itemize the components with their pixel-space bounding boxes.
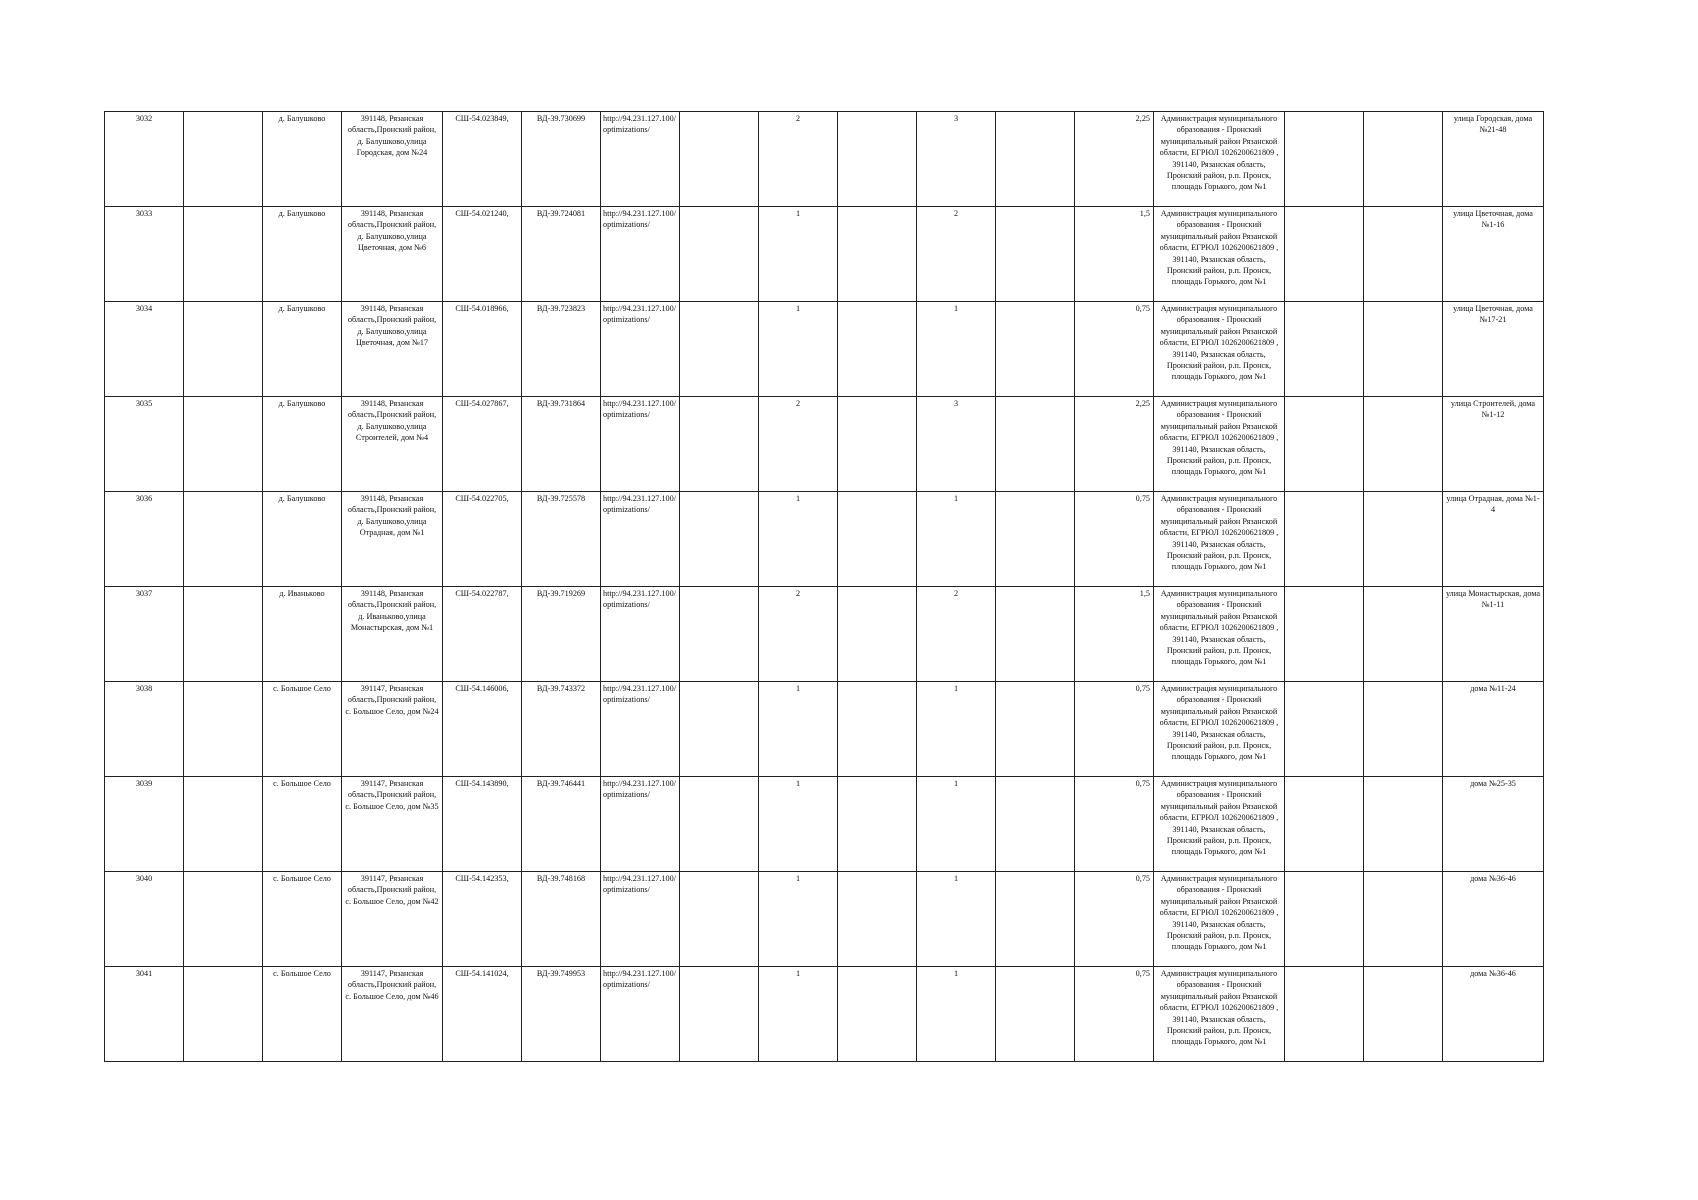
table-row — [105, 777, 1544, 872]
cell-empty-6 — [1364, 397, 1443, 492]
cell-url-link[interactable]: http://94.231.127.100/optimizations/ — [601, 397, 680, 492]
cell-container-count: 2 — [759, 397, 838, 492]
cell-address: 391148, Рязанская область,Пронский район, д. Балушково,улица Цветочная, дом №6 — [342, 207, 443, 302]
cell-settlement: с. Большое Село — [263, 682, 342, 777]
cell-address: 391148, Рязанская область,Пронский район, д. Балушково,улица Строителей, дом №4 — [342, 397, 443, 492]
cell-container-count-2: 2 — [917, 207, 996, 302]
cell-empty-2 — [680, 872, 759, 967]
cell-empty-5 — [1285, 777, 1364, 872]
cell-served-addresses: улица Отрадная, дома №1-4 — [1443, 492, 1544, 587]
cell-url-link[interactable]: http://94.231.127.100/optimizations/ — [601, 112, 680, 207]
cell-owner: Администрация муниципального образования - Пронский муниципальный район Рязанской области, ЕГРЮЛ 1026200621809 , 391140, Рязанская область, Пронский район, р.п. Пронск, площадь Горького, дом №1 — [1154, 207, 1285, 302]
cell-address: 391147, Рязанская область,Пронский район, с. Большое Село, дом №42 — [342, 872, 443, 967]
cell-empty-5 — [1285, 682, 1364, 777]
cell-container-count-2: 3 — [917, 112, 996, 207]
cell-latitude: СШ-54.022787, — [443, 587, 522, 682]
cell-address: 391148, Рязанская область,Пронский район, д. Балушково,улица Отрадная, дом №1 — [342, 492, 443, 587]
cell-served-addresses: улица Цветочная, дома №1-16 — [1443, 207, 1544, 302]
cell-settlement: д. Балушково — [263, 207, 342, 302]
cell-served-addresses: улица Монастырская, дома №1-11 — [1443, 587, 1544, 682]
cell-latitude: СШ-54.142353, — [443, 872, 522, 967]
cell-empty-3 — [838, 207, 917, 302]
cell-empty-1 — [184, 872, 263, 967]
cell-empty-3 — [838, 492, 917, 587]
cell-empty-3 — [838, 872, 917, 967]
cell-volume: 1,5 — [1075, 587, 1154, 682]
cell-container-count-2: 1 — [917, 682, 996, 777]
cell-settlement: д. Балушково — [263, 112, 342, 207]
cell-container-count-2: 1 — [917, 492, 996, 587]
cell-served-addresses: улица Цветочная, дома №17-21 — [1443, 302, 1544, 397]
cell-row-number: 3032 — [105, 112, 184, 207]
cell-empty-5 — [1285, 967, 1364, 1062]
cell-url-link[interactable]: http://94.231.127.100/optimizations/ — [601, 492, 680, 587]
cell-container-count: 2 — [759, 112, 838, 207]
cell-empty-3 — [838, 967, 917, 1062]
table-row — [105, 302, 1544, 397]
cell-empty-5 — [1285, 302, 1364, 397]
cell-url-link[interactable]: http://94.231.127.100/optimizations/ — [601, 682, 680, 777]
cell-address: 391148, Рязанская область,Пронский район, д. Балушково,улица Цветочная, дом №17 — [342, 302, 443, 397]
cell-empty-1 — [184, 397, 263, 492]
cell-empty-1 — [184, 682, 263, 777]
table-row — [105, 682, 1544, 777]
table-row — [105, 397, 1544, 492]
cell-url-link[interactable]: http://94.231.127.100/optimizations/ — [601, 587, 680, 682]
cell-address: 391148, Рязанская область,Пронский район, д. Иваньково,улица Монастырская, дом №1 — [342, 587, 443, 682]
cell-owner: Администрация муниципального образования - Пронский муниципальный район Рязанской области, ЕГРЮЛ 1026200621809 , 391140, Рязанская область, Пронский район, р.п. Пронск, площадь Горького, дом №1 — [1154, 397, 1285, 492]
cell-longitude: ВД-39.725578 — [522, 492, 601, 587]
cell-empty-6 — [1364, 967, 1443, 1062]
cell-container-count: 2 — [759, 587, 838, 682]
cell-row-number: 3040 — [105, 872, 184, 967]
cell-empty-4 — [996, 967, 1075, 1062]
cell-empty-1 — [184, 112, 263, 207]
cell-volume: 0,75 — [1075, 302, 1154, 397]
cell-empty-2 — [680, 397, 759, 492]
cell-empty-2 — [680, 302, 759, 397]
cell-empty-4 — [996, 682, 1075, 777]
cell-empty-1 — [184, 207, 263, 302]
cell-row-number: 3041 — [105, 967, 184, 1062]
cell-served-addresses: дома №25-35 — [1443, 777, 1544, 872]
cell-latitude: СШ-54.146006, — [443, 682, 522, 777]
cell-latitude: СШ-54.027867, — [443, 397, 522, 492]
cell-settlement: с. Большое Село — [263, 967, 342, 1062]
cell-url-link[interactable]: http://94.231.127.100/optimizations/ — [601, 207, 680, 302]
cell-empty-6 — [1364, 872, 1443, 967]
cell-longitude: ВД-39.743372 — [522, 682, 601, 777]
cell-empty-5 — [1285, 587, 1364, 682]
cell-empty-4 — [996, 872, 1075, 967]
cell-longitude: ВД-39.724081 — [522, 207, 601, 302]
cell-empty-1 — [184, 967, 263, 1062]
cell-longitude: ВД-39.749953 — [522, 967, 601, 1062]
table-body — [105, 112, 1544, 1062]
cell-volume: 0,75 — [1075, 967, 1154, 1062]
cell-empty-3 — [838, 587, 917, 682]
cell-settlement: д. Балушково — [263, 492, 342, 587]
cell-empty-4 — [996, 112, 1075, 207]
cell-empty-6 — [1364, 587, 1443, 682]
cell-longitude: ВД-39.746441 — [522, 777, 601, 872]
cell-empty-2 — [680, 777, 759, 872]
cell-served-addresses: улица Строителей, дома №1-12 — [1443, 397, 1544, 492]
cell-settlement: с. Большое Село — [263, 872, 342, 967]
cell-empty-2 — [680, 492, 759, 587]
cell-settlement: д. Балушково — [263, 302, 342, 397]
cell-served-addresses: дома №11-24 — [1443, 682, 1544, 777]
cell-empty-3 — [838, 777, 917, 872]
cell-owner: Администрация муниципального образования - Пронский муниципальный район Рязанской области, ЕГРЮЛ 1026200621809 , 391140, Рязанская область, Пронский район, р.п. Пронск, площадь Горького, дом №1 — [1154, 302, 1285, 397]
cell-empty-3 — [838, 112, 917, 207]
cell-container-count: 1 — [759, 777, 838, 872]
cell-address: 391147, Рязанская область,Пронский район, с. Большое Село, дом №35 — [342, 777, 443, 872]
cell-empty-2 — [680, 682, 759, 777]
cell-volume: 2,25 — [1075, 397, 1154, 492]
cell-empty-5 — [1285, 112, 1364, 207]
registry-table — [104, 111, 1544, 1062]
cell-owner: Администрация муниципального образования - Пронский муниципальный район Рязанской области, ЕГРЮЛ 1026200621809 , 391140, Рязанская область, Пронский район, р.п. Пронск, площадь Горького, дом №1 — [1154, 587, 1285, 682]
table-row — [105, 587, 1544, 682]
cell-longitude: ВД-39.748168 — [522, 872, 601, 967]
cell-row-number: 3038 — [105, 682, 184, 777]
table-row — [105, 112, 1544, 207]
cell-longitude: ВД-39.730699 — [522, 112, 601, 207]
table-row — [105, 207, 1544, 302]
cell-container-count: 1 — [759, 302, 838, 397]
cell-owner: Администрация муниципального образования - Пронский муниципальный район Рязанской области, ЕГРЮЛ 1026200621809 , 391140, Рязанская область, Пронский район, р.п. Пронск, площадь Горького, дом №1 — [1154, 682, 1285, 777]
cell-address: 391147, Рязанская область,Пронский район, с. Большое Село, дом №46 — [342, 967, 443, 1062]
cell-latitude: СШ-54.021240, — [443, 207, 522, 302]
cell-row-number: 3033 — [105, 207, 184, 302]
cell-latitude: СШ-54.018966, — [443, 302, 522, 397]
cell-empty-1 — [184, 587, 263, 682]
cell-empty-2 — [680, 112, 759, 207]
cell-empty-3 — [838, 682, 917, 777]
cell-url-link[interactable]: http://94.231.127.100/optimizations/ — [601, 872, 680, 967]
cell-empty-3 — [838, 397, 917, 492]
cell-empty-5 — [1285, 397, 1364, 492]
cell-volume: 0,75 — [1075, 872, 1154, 967]
cell-row-number: 3036 — [105, 492, 184, 587]
cell-empty-5 — [1285, 492, 1364, 587]
cell-container-count-2: 1 — [917, 777, 996, 872]
cell-volume: 0,75 — [1075, 492, 1154, 587]
cell-container-count-2: 1 — [917, 302, 996, 397]
cell-url-link[interactable]: http://94.231.127.100/optimizations/ — [601, 777, 680, 872]
cell-empty-6 — [1364, 207, 1443, 302]
cell-container-count: 1 — [759, 682, 838, 777]
cell-container-count: 1 — [759, 872, 838, 967]
table-row — [105, 872, 1544, 967]
cell-empty-5 — [1285, 872, 1364, 967]
cell-address: 391148, Рязанская область,Пронский район, д. Балушково,улица Городская, дом №24 — [342, 112, 443, 207]
cell-served-addresses: дома №36-46 — [1443, 967, 1544, 1062]
cell-longitude: ВД-39.719269 — [522, 587, 601, 682]
cell-empty-6 — [1364, 302, 1443, 397]
cell-owner: Администрация муниципального образования - Пронский муниципальный район Рязанской области, ЕГРЮЛ 1026200621809 , 391140, Рязанская область, Пронский район, р.п. Пронск, площадь Горького, дом №1 — [1154, 872, 1285, 967]
cell-volume: 2,25 — [1075, 112, 1154, 207]
cell-empty-6 — [1364, 112, 1443, 207]
cell-empty-2 — [680, 207, 759, 302]
cell-owner: Администрация муниципального образования - Пронский муниципальный район Рязанской области, ЕГРЮЛ 1026200621809 , 391140, Рязанская область, Пронский район, р.п. Пронск, площадь Горького, дом №1 — [1154, 967, 1285, 1062]
cell-empty-4 — [996, 492, 1075, 587]
cell-latitude: СШ-54.023849, — [443, 112, 522, 207]
cell-empty-3 — [838, 302, 917, 397]
cell-served-addresses: улица Городская, дома №21-48 — [1443, 112, 1544, 207]
cell-empty-6 — [1364, 682, 1443, 777]
cell-settlement: д. Балушково — [263, 397, 342, 492]
cell-empty-5 — [1285, 207, 1364, 302]
cell-empty-1 — [184, 302, 263, 397]
cell-container-count: 1 — [759, 207, 838, 302]
cell-url-link[interactable]: http://94.231.127.100/optimizations/ — [601, 967, 680, 1062]
cell-owner: Администрация муниципального образования - Пронский муниципальный район Рязанской области, ЕГРЮЛ 1026200621809 , 391140, Рязанская область, Пронский район, р.п. Пронск, площадь Горького, дом №1 — [1154, 112, 1285, 207]
cell-empty-2 — [680, 967, 759, 1062]
cell-container-count: 1 — [759, 967, 838, 1062]
cell-row-number: 3037 — [105, 587, 184, 682]
cell-empty-2 — [680, 587, 759, 682]
cell-empty-6 — [1364, 492, 1443, 587]
cell-latitude: СШ-54.141024, — [443, 967, 522, 1062]
cell-empty-6 — [1364, 777, 1443, 872]
cell-longitude: ВД-39.723823 — [522, 302, 601, 397]
cell-settlement: с. Большое Село — [263, 777, 342, 872]
cell-latitude: СШ-54.143890, — [443, 777, 522, 872]
cell-owner: Администрация муниципального образования - Пронский муниципальный район Рязанской области, ЕГРЮЛ 1026200621809 , 391140, Рязанская область, Пронский район, р.п. Пронск, площадь Горького, дом №1 — [1154, 492, 1285, 587]
cell-container-count-2: 1 — [917, 967, 996, 1062]
cell-empty-1 — [184, 492, 263, 587]
cell-served-addresses: дома №36-46 — [1443, 872, 1544, 967]
cell-row-number: 3039 — [105, 777, 184, 872]
cell-url-link[interactable]: http://94.231.127.100/optimizations/ — [601, 302, 680, 397]
table-row — [105, 967, 1544, 1062]
cell-empty-4 — [996, 587, 1075, 682]
cell-volume: 0,75 — [1075, 777, 1154, 872]
cell-container-count-2: 2 — [917, 587, 996, 682]
cell-empty-4 — [996, 397, 1075, 492]
table-row — [105, 492, 1544, 587]
cell-empty-4 — [996, 777, 1075, 872]
cell-empty-4 — [996, 302, 1075, 397]
cell-row-number: 3035 — [105, 397, 184, 492]
cell-owner: Администрация муниципального образования - Пронский муниципальный район Рязанской области, ЕГРЮЛ 1026200621809 , 391140, Рязанская область, Пронский район, р.п. Пронск, площадь Горького, дом №1 — [1154, 777, 1285, 872]
cell-empty-1 — [184, 777, 263, 872]
cell-volume: 0,75 — [1075, 682, 1154, 777]
cell-container-count-2: 1 — [917, 872, 996, 967]
cell-row-number: 3034 — [105, 302, 184, 397]
cell-address: 391147, Рязанская область,Пронский район, с. Большое Село, дом №24 — [342, 682, 443, 777]
cell-container-count: 1 — [759, 492, 838, 587]
cell-latitude: СШ-54.022705, — [443, 492, 522, 587]
cell-volume: 1,5 — [1075, 207, 1154, 302]
cell-settlement: д. Иваньково — [263, 587, 342, 682]
cell-longitude: ВД-39.731864 — [522, 397, 601, 492]
cell-container-count-2: 3 — [917, 397, 996, 492]
cell-empty-4 — [996, 207, 1075, 302]
